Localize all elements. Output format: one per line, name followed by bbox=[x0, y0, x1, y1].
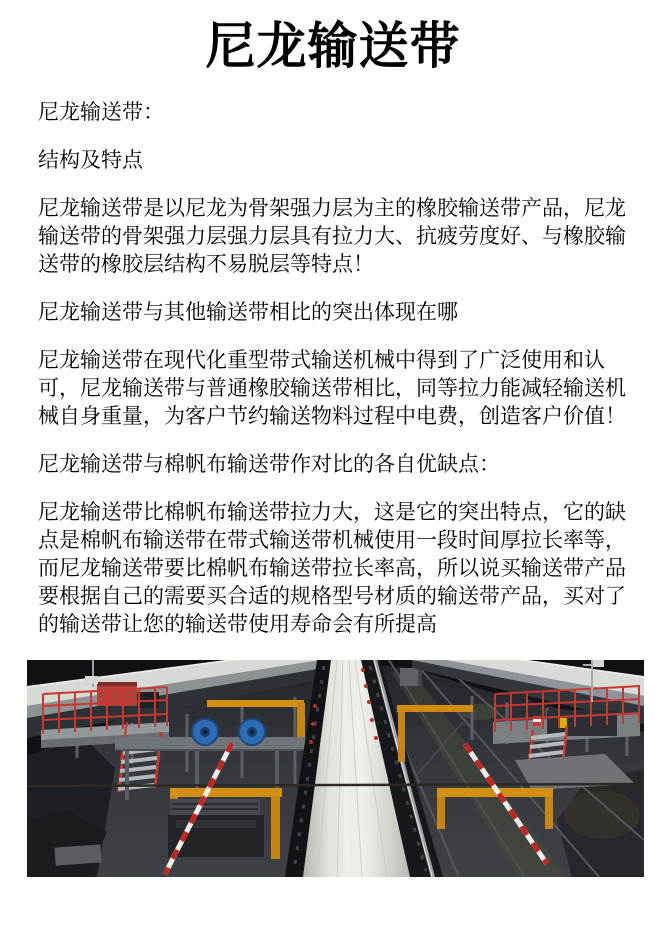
paragraph-structure-body: 尼龙输送带是以尼龙为骨架强力层为主的橡胶输送带产品，尼龙输送带的骨架强力层强力层具有拉力大、抗疲劳度好、与橡胶输送带的橡胶层结构不易脱层等特点！ bbox=[38, 196, 626, 276]
paragraph-structure-heading: 结构及特点 bbox=[38, 148, 143, 172]
article-page bbox=[0, 14, 666, 944]
paragraph-intro-label: 尼龙输送带： bbox=[38, 100, 164, 124]
paragraph-advantage-body: 尼龙输送带在现代化重型带式输送机械中得到了广泛使用和认可，尼龙输送带与普通橡胶输送带相比，同等拉力能减轻输送机械自身重量，为客户节约输送物料过程中电费，创造客户价值！ bbox=[38, 348, 626, 428]
paragraph-comparison-heading: 尼龙输送带与其他输送带相比的突出体现在哪 bbox=[38, 300, 458, 324]
paragraph-cotton-compare-body: 尼龙输送带比棉帆布输送带拉力大，这是它的突出特点，它的缺点是棉帆布输送带在带式输送带机械使用一段时间厚拉长率等，而尼龙输送带要比棉帆布输送带拉长率高，所以说买输送带产品要根据自己的需要买合适的规格型号材质的输送带产品，买对了的输送带让您的输送带使用寿命会有所提高 bbox=[38, 500, 626, 636]
conveyor-photo bbox=[27, 660, 644, 877]
conveyor-photo-illustration bbox=[27, 660, 644, 877]
paragraph-cotton-compare-heading: 尼龙输送带与棉帆布输送带作对比的各自优缺点： bbox=[38, 452, 500, 476]
page-title: 尼龙输送带 bbox=[205, 17, 461, 75]
